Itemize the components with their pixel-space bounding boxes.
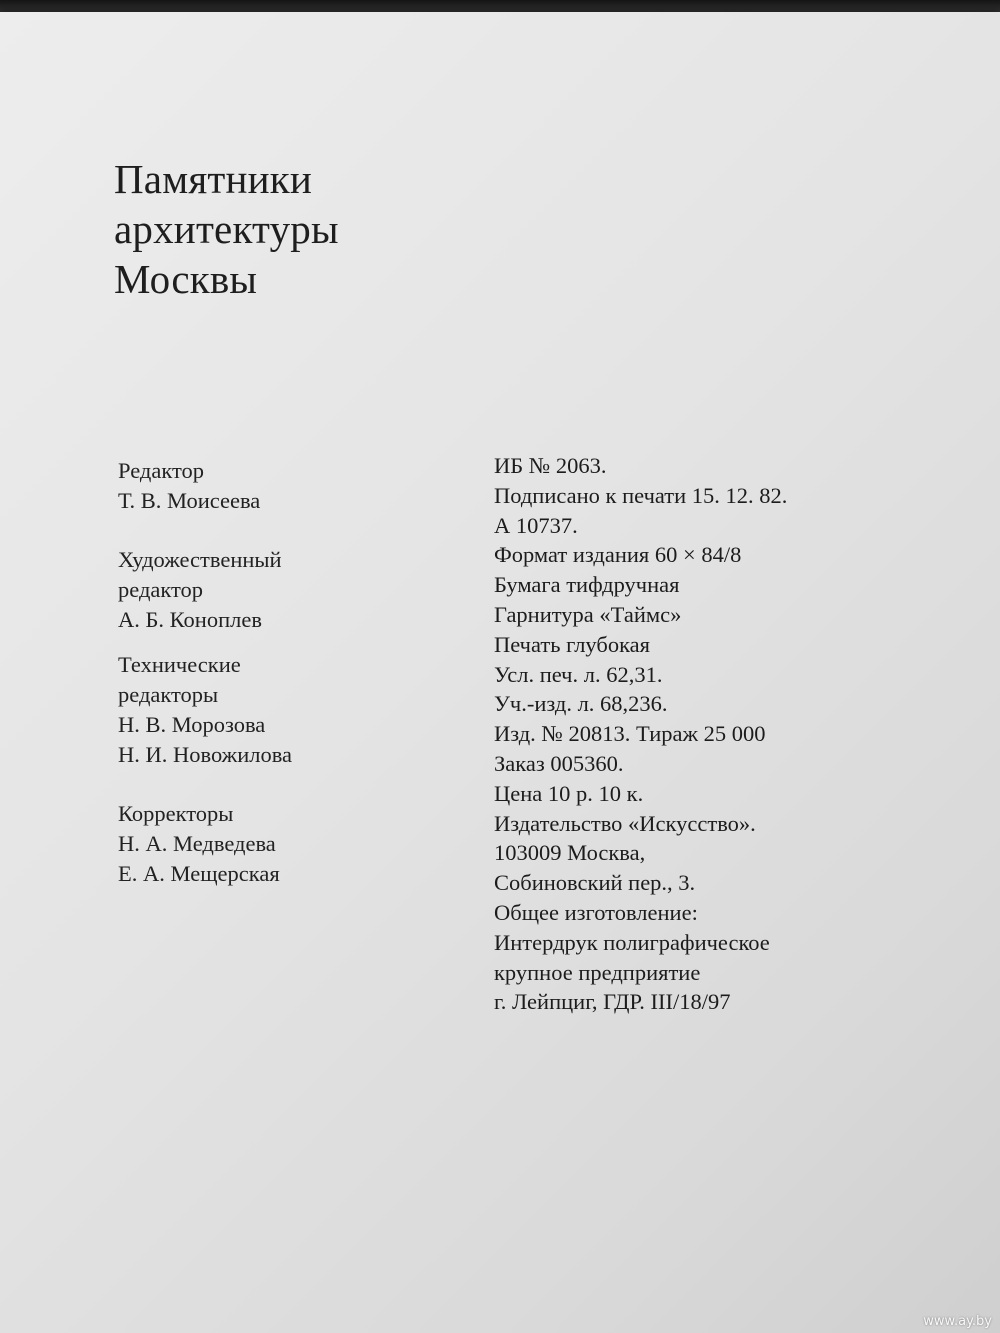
editor-label: Редактор (118, 458, 205, 483)
title-line-1: Памятники (114, 156, 313, 202)
proofreaders-label: Корректоры (118, 801, 234, 826)
imprint-line: Уч.-изд. л. 68,236. (494, 691, 668, 717)
tech-editor-2: Н. И. Новожилова (118, 742, 293, 767)
editor-name: Т. В. Моисеева (118, 488, 261, 513)
imprint-line: Изд. № 20813. Тираж 25 000 (494, 721, 766, 747)
imprint-line: крупное предприятие (494, 959, 701, 985)
imprint-line: Цена 10 р. 10 к. (494, 780, 644, 806)
imprint-line: Общее изготовление: (494, 899, 698, 925)
imprint-line: Интердрук полиграфическое (494, 929, 770, 955)
imprint-line: Гарнитура «Таймс» (494, 601, 682, 627)
proofreader-1: Н. А. Медведева (118, 831, 276, 856)
imprint-line: Издательство «Искусство». (494, 810, 756, 836)
imprint-line: г. Лейпциг, ГДР. III/18/97 (494, 989, 731, 1015)
proofreader-2: Е. А. Мещерская (118, 861, 280, 886)
title-line-3: Москвы (114, 256, 258, 302)
imprint-line: Формат издания 60 × 84/8 (494, 542, 742, 568)
imprint-line: Бумага тифдручная (494, 572, 680, 598)
imprint-line: А 10737. (494, 512, 578, 538)
site-watermark: www.ay.by (923, 1314, 992, 1329)
tech-editors-label-2: редакторы (118, 682, 219, 707)
imprint-line: 103009 Москва, (494, 840, 646, 866)
imprint-line: ИБ № 2063. (494, 453, 607, 478)
tech-editor-1: Н. В. Морозова (118, 712, 266, 737)
book-title (114, 154, 339, 304)
imprint-line: Усл. печ. л. 62,31. (494, 661, 663, 687)
art-editor-label-2: редактор (118, 577, 204, 602)
art-editor-name: А. Б. Коноплев (118, 607, 262, 632)
tech-editors-label-1: Технические (118, 652, 241, 677)
imprint-line: Заказ 005360. (494, 750, 624, 776)
imprint-line: Собиновский пер., 3. (494, 870, 696, 896)
imprint-line: Подписано к печати 15. 12. 82. (494, 482, 788, 508)
art-editor-label-1: Художественный (118, 547, 282, 572)
title-line-2: архитектуры (114, 206, 339, 252)
book-page (0, 12, 1000, 1333)
imprint-line: Печать глубокая (494, 631, 651, 657)
imprint-column (494, 451, 787, 1017)
credits-column (118, 456, 292, 889)
